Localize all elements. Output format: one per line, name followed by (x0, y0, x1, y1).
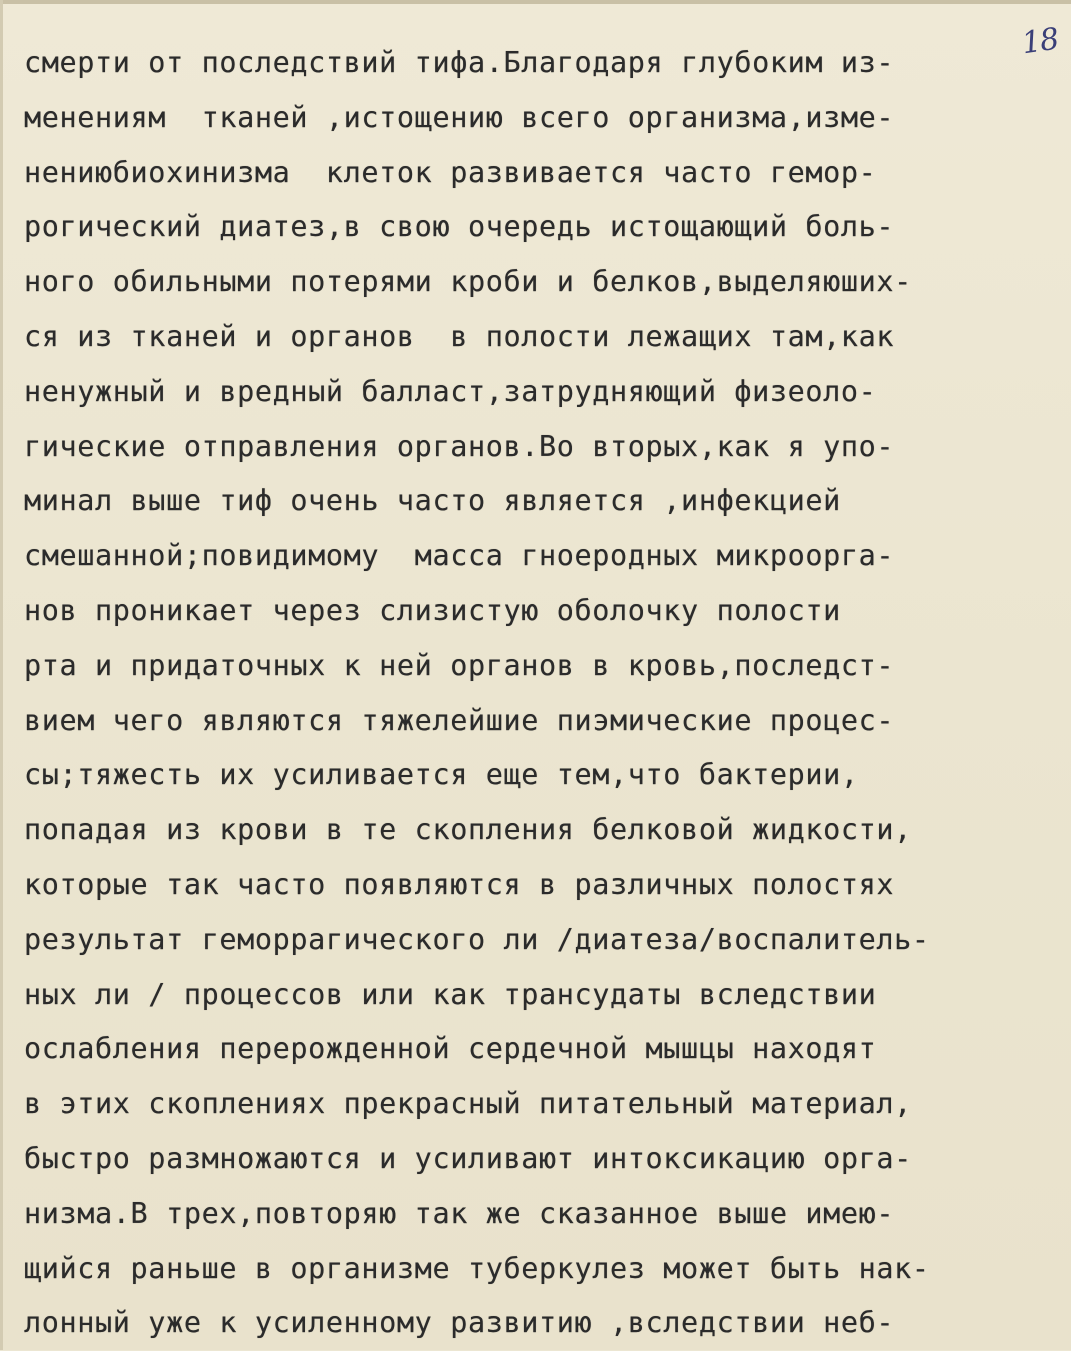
text-line: ненужный и вредный балласт,затрудняющий физеоло- (24, 374, 877, 408)
text-line: которые так часто появляются в различных полостях (24, 867, 895, 901)
text-line: минал выше тиф очень часто является ,инфекцией (24, 484, 841, 518)
text-line: сы;тяжесть их усиливается еще тем,что бактерии, (24, 758, 859, 792)
text-line: гические отправления органов.Во вторых,как я упо- (24, 429, 895, 463)
page-left-edge (0, 0, 3, 1350)
text-line: результат геморрагического ли /диатеза/воспалитель- (24, 922, 930, 956)
page-top-edge (0, 0, 1071, 4)
text-line: ослабления перерожденной сердечной мышцы находят (24, 1032, 877, 1066)
text-line: смешанной;повидимому масса гноеродных микроорга- (24, 539, 895, 573)
typewritten-text-block (24, 36, 1064, 1351)
text-line: нениюбиохинизма клеток развивается часто гемор- (24, 155, 877, 189)
text-line: низма.В трех,повторяю так же сказанное выше имею- (24, 1196, 895, 1230)
text-line: ся из тканей и органов в полости лежащих там,как (24, 319, 895, 353)
text-line: нов проникает через слизистую оболочку полости (24, 593, 841, 627)
text-line: рогический диатез,в свою очередь истощающий боль- (24, 210, 895, 244)
text-line: попадая из крови в те скопления белковой жидкости, (24, 813, 912, 847)
handwritten-page-number: 18 (1019, 21, 1061, 62)
text-line: ного обильными потерями кроби и белков,выделяюших- (24, 265, 912, 299)
text-line: быстро размножаются и усиливают интоксикацию орга- (24, 1141, 912, 1175)
text-line: в этих скоплениях прекрасный питательный материал, (24, 1087, 912, 1121)
text-line: щийся раньше в организме туберкулез может быть нак- (24, 1251, 930, 1285)
text-line: менениям тканей ,истощению всего организма,изме- (24, 100, 895, 134)
text-line: рта и придаточных к ней органов в кровь,последст- (24, 648, 895, 682)
text-line: смерти от последствий тифа.Благодаря глубоким из- (24, 46, 895, 79)
text-line: ных ли / процессов или как трансудаты вследствии (24, 977, 877, 1011)
text-line: лонный уже к усиленному развитию ,вследствии неб- (24, 1306, 895, 1340)
text-line: вием чего являются тяжелейшие пиэмические процес- (24, 703, 895, 737)
